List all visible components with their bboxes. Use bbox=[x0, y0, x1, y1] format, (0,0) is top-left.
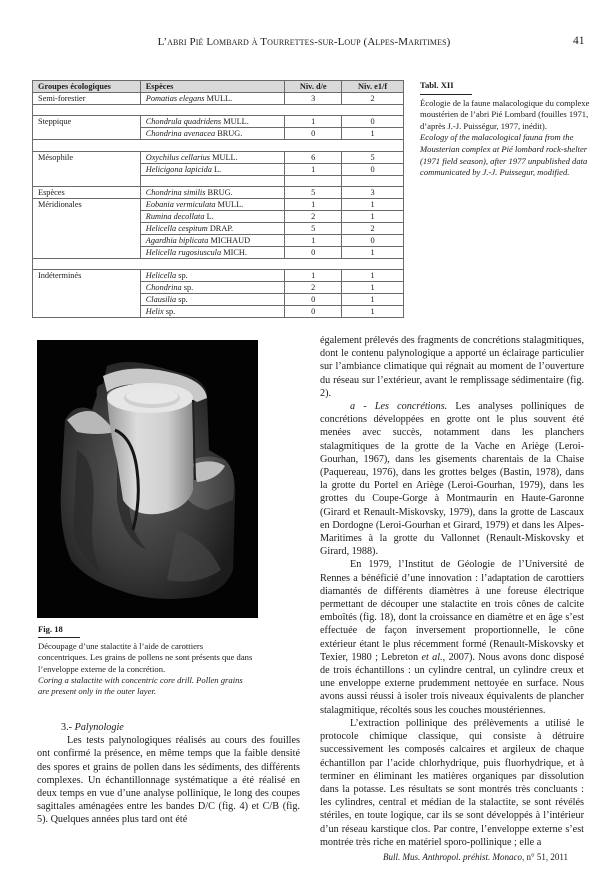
value-cell: 1 bbox=[285, 116, 342, 128]
value-cell: 5 bbox=[342, 151, 404, 163]
value-cell: 1 bbox=[285, 270, 342, 282]
species-cell: Chondrina avenacea BRUG. bbox=[140, 128, 285, 140]
group-cell: Mésophile bbox=[33, 151, 141, 186]
table-caption-french: Écologie de la faune malacologique du complexe moustérien de l’abri Pié Lombard (fouilles 1971, d’après J.-J. Puisségur, 1977, inédit). bbox=[420, 97, 590, 131]
value-cell: 1 bbox=[342, 306, 404, 318]
species-cell bbox=[140, 175, 285, 186]
value-cell: 1 bbox=[342, 210, 404, 222]
value-cell: 1 bbox=[285, 234, 342, 246]
journal-footer: Bull. Mus. Anthropol. préhist. Monaco, n° 51, 2011 bbox=[383, 852, 569, 862]
species-cell: Helicigona lapicida L. bbox=[140, 163, 285, 175]
value-cell: 6 bbox=[285, 151, 342, 163]
value-cell: 0 bbox=[285, 306, 342, 318]
table-row bbox=[33, 186, 404, 198]
value-cell bbox=[285, 175, 342, 186]
value-cell: 0 bbox=[285, 294, 342, 306]
table-row bbox=[33, 116, 404, 128]
column-header-groups: Groupes écologiques bbox=[33, 81, 141, 93]
ecology-table bbox=[32, 80, 404, 318]
paragraph: Les tests palynologiques réalisés au cours des fouilles ont confirmé la présence, en même temps que la faible densité des spores et grains de pollen dans les sédiments, des différents complexes. Un échantillonnage systématique a été réalisé en deux temps en vue d’une analyse pollinique, le long des coupes sagittales aménagées entre les bandes D/C (fig. 4) et C/B (fig. 5). Quelques années plus tard ont été bbox=[37, 735, 300, 826]
table-row bbox=[33, 198, 404, 210]
value-cell: 1 bbox=[342, 246, 404, 258]
table-caption-label: Tabl. XII bbox=[420, 80, 472, 95]
group-cell: Espèces bbox=[33, 186, 141, 198]
section-heading: 3.- Palynologie bbox=[61, 722, 124, 733]
figure-caption-french: Découpage d’une stalactite à l’aide de carottiers concentriques. Les grains de pollens ne sont présents que dans l’enveloppe externe de la concrétion. bbox=[38, 641, 253, 674]
value-cell bbox=[342, 175, 404, 186]
species-cell: Rumina decollata L. bbox=[140, 210, 285, 222]
species-cell: Helix sp. bbox=[140, 306, 285, 318]
paragraph: En 1979, l’Institut de Géologie de l’Université de Rennes a bénéficié d’une innovation : l’adaptation de carottiers diamantés de différents diamètres à une foreuse électrique permettant de découper une stalactite en trois cônes de calcite emboîtés (fig. 18), dont la croissance en diamètre et en âge s’est effectuée de façon inversement proportionnelle, le cône extérieur étant le plus récemment formé (Renault-Miskovsky et Texier, 1980 ; Lebreton et al., 2007). Nous avons donc disposé de trois échantillons : un cylindre central, un cylindre creux et une enveloppe externe prudemment nettoyée en surface. Nous avons aussi réussi à isoler trois niveaux équivalents de plancher stalagmitique, récoltés sous les couches moustériennes. bbox=[320, 559, 584, 716]
column-header-niv-de: Niv. d/e bbox=[285, 81, 342, 93]
column-header-niv-e1f: Niv. e1/f bbox=[342, 81, 404, 93]
page-number: 41 bbox=[573, 35, 585, 47]
value-cell: 5 bbox=[285, 222, 342, 234]
species-cell: Chondrina sp. bbox=[140, 282, 285, 294]
group-cell: Steppique bbox=[33, 116, 141, 140]
figure-caption-english: Coring a stalactite with concentric core drill. Pollen grains are present only in the outer layer. bbox=[38, 674, 243, 697]
group-cell: Indéterminés bbox=[33, 270, 141, 318]
subsection-heading: a - Les concrétions. bbox=[350, 401, 448, 413]
value-cell: 1 bbox=[342, 198, 404, 210]
value-cell: 3 bbox=[285, 93, 342, 105]
species-cell: Helicella cespitum DRAP. bbox=[140, 222, 285, 234]
running-header-title: L’abri Pié Lombard à Tourrettes-sur-Loup (Alpes-Maritimes) bbox=[157, 36, 451, 48]
group-cell: Semi-forestier bbox=[33, 93, 141, 105]
stalactite-image bbox=[37, 340, 258, 618]
value-cell: 1 bbox=[342, 128, 404, 140]
species-cell: Clausilia sp. bbox=[140, 294, 285, 306]
value-cell: 2 bbox=[285, 210, 342, 222]
value-cell: 5 bbox=[285, 186, 342, 198]
stalactite-photo bbox=[37, 340, 258, 618]
table-row bbox=[33, 93, 404, 105]
spacer-row bbox=[33, 258, 404, 269]
species-cell: Oxychilus cellarius MULL. bbox=[140, 151, 285, 163]
value-cell: 0 bbox=[342, 234, 404, 246]
value-cell: 1 bbox=[342, 294, 404, 306]
paragraph: également prélevés des fragments de concrétions stalagmitiques, dont le contenu palynologique a apporté un éclairage particulier sur l’ambiance climatique qui régnait au moment de l’ouverture du réseau sur l’extérieur, avant le remplissage sédimentaire (fig. 2). bbox=[320, 335, 584, 399]
species-cell: Pomatias elegans MULL. bbox=[140, 93, 285, 105]
figure-caption-label: Fig. 18 bbox=[38, 624, 80, 638]
species-cell: Chondrina similis BRUG. bbox=[140, 186, 285, 198]
value-cell: 0 bbox=[285, 246, 342, 258]
species-cell: Agardhia biplicata MICHAUD bbox=[140, 234, 285, 246]
left-text-column bbox=[37, 721, 300, 827]
value-cell: 1 bbox=[342, 282, 404, 294]
value-cell: 1 bbox=[285, 163, 342, 175]
value-cell: 1 bbox=[285, 198, 342, 210]
table-header-row bbox=[33, 81, 404, 93]
value-cell: 0 bbox=[285, 128, 342, 140]
value-cell: 2 bbox=[342, 222, 404, 234]
spacer-row bbox=[33, 105, 404, 116]
right-text-column bbox=[320, 334, 584, 849]
value-cell: 2 bbox=[342, 93, 404, 105]
spacer-row bbox=[33, 140, 404, 151]
figure-caption bbox=[38, 624, 253, 697]
paragraph: L’extraction pollinique des prélèvements a utilisé le protocole chimique classique, qui consiste à détruire successivement les composés calcaires et argileux de chaque échantillon par l’acide chlorhydrique, puis fluorhydrique, et à terminer en éliminant les matières organiques par dissolution dans la potasse. Les résultats se sont montrés très concluants : les cylindres, central et médian de la stalactite, se sont révélés stériles, en toute logique, car ils se sont développés à l’intérieur d’un réseau karstique clos. Par contre, l’enveloppe externe s’est montrée très riche en matériel sporo-pollinique ; elle a bbox=[320, 717, 584, 848]
value-cell: 0 bbox=[342, 116, 404, 128]
value-cell: 2 bbox=[285, 282, 342, 294]
species-cell: Helicella sp. bbox=[140, 270, 285, 282]
table-caption bbox=[420, 80, 595, 179]
table-caption-english: Ecology of the malacological fauna from the Mousterian complex at Pié lombard rock-shelter (1971 field season), after 1977 unpublished data communicated by J.-J. Puissegur, modified. bbox=[420, 132, 588, 178]
column-header-species: Espèces bbox=[140, 81, 285, 93]
species-cell: Helicella rugosiuscula MICH. bbox=[140, 246, 285, 258]
value-cell: 3 bbox=[342, 186, 404, 198]
table-row bbox=[33, 270, 404, 282]
paragraph: a - Les concrétions. Les analyses polliniques de concrétions développées en grotte ont le plus souvent été menées avec succès, notamment dans les planchers stalagmitiques de la grotte de la Vache en Ariège (Leroi-Gourhan, 1967), dans les gisements charentais de la Chaise (Paquereau, 1976), dans les grottes belges (Bastin, 1978), dans la grotte du Portel en Ariège (Leroi-Gourhan, 1979), dans les grottes du Coupe-Gorge à Montmaurin en Haute-Garonne (Girard et Renault-Miskovsky, 1979), dans la grotte de Lascaux en Dordogne (Leroi-Gourhan et Girard, 1979) et dans les Alpes-Maritimes à la grotte du Vallonnet (Renault-Miskovsky et Girard, 1988). bbox=[320, 401, 584, 558]
value-cell: 0 bbox=[342, 163, 404, 175]
species-cell: Chondrula quadridens MULL. bbox=[140, 116, 285, 128]
species-cell: Eobania vermiculata MULL. bbox=[140, 198, 285, 210]
value-cell: 1 bbox=[342, 270, 404, 282]
table-row bbox=[33, 151, 404, 163]
group-cell: Méridionales bbox=[33, 198, 141, 258]
